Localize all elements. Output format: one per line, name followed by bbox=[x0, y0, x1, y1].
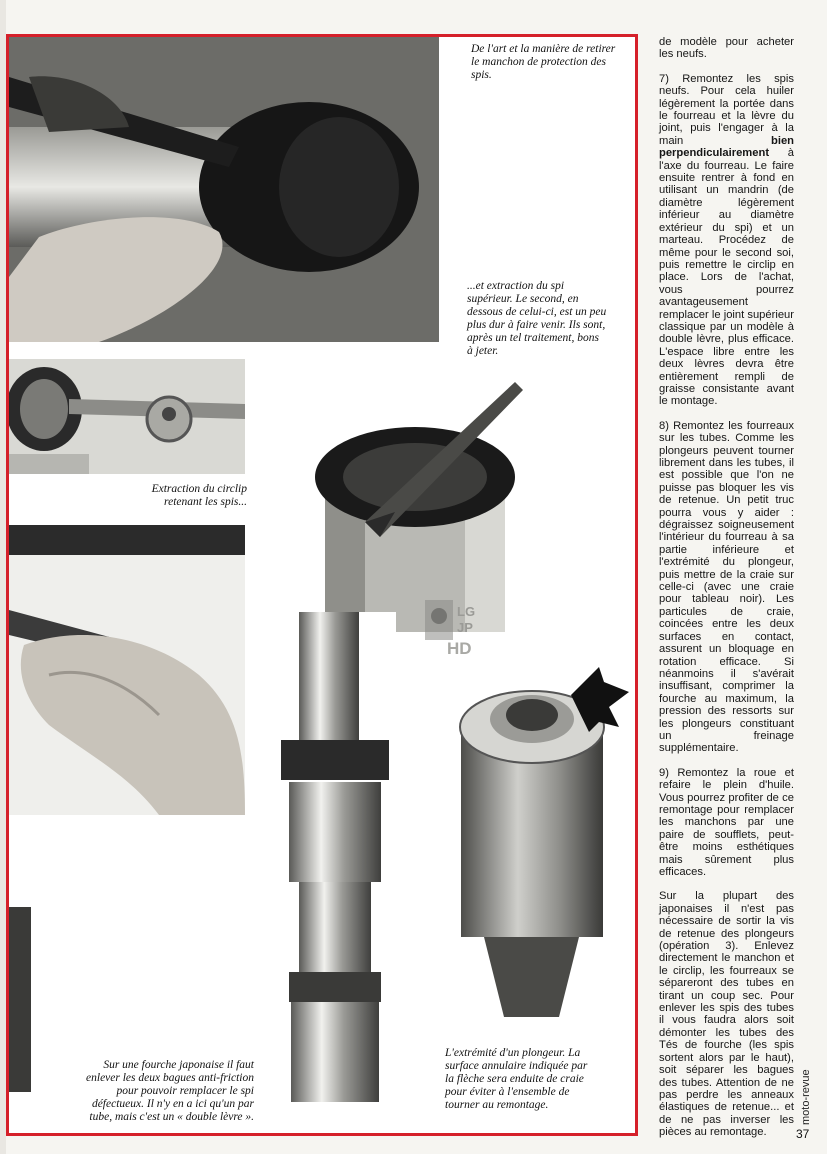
photo-sleeve-removal bbox=[9, 37, 439, 342]
paragraph-japanese-note: Sur la plupart des japonaises il n'est pas nécessaire de sortir la vis de retenue des plongeurs (opération 3). Enlevez directement le manchon et le circlip, les fourreaux se sépareront des tubes en tirant un coup sec. Pour enlever les spis des tubes il vous faudra alors soit démonter les tubes des Tés de fourche (les spis sortent alors par le haut), soit séparer les bagues des tubes. Attention de ne pas perdre les anneaux élastiques de retenue... et de ne pas inverser les pièces au remontage. bbox=[659, 890, 794, 1139]
watermark-logo bbox=[425, 600, 491, 658]
watermark-line-3: HD bbox=[447, 639, 472, 658]
article-column bbox=[659, 36, 794, 1139]
paragraph-step-8: 8) Remontez les fourreaux sur les tubes. Comme les plongeurs peuvent tourner librement dans les tubes, il est possible que l'on ne puisse pas bloquer les vis de retenue. Un petit truc pourra vous y aider : dégraissez soigneusement l'intérieur du fourreau à sa partie inférieure et l'extrémité du plongeur, puis mettre de la craie sur celle-ci (avec une craie pour tableau noir). Les particules de craie, coincées entre les deux surfaces en contact, assurent un bloquage en rotation efficace. Si néanmoins il s'avérait insuffisant, comprimer la fourche au maximum, la pression des ressorts sur les plongeurs constituant un freinage supplémentaire. bbox=[659, 419, 794, 755]
caption-circlip: Extraction du circlip retenant les spis... bbox=[151, 483, 247, 508]
photo-hand-tool bbox=[9, 525, 245, 815]
page-number: 37 bbox=[796, 1127, 810, 1141]
caption-plunger-end: L'extrémité d'un plongeur. La surface annulaire indiquée par la flèche sera enduite de craie pour éviter à l'ensemble de tourner au remontage. bbox=[445, 1047, 588, 1111]
paragraph-step-7: 7) Remontez les spis neufs. Pour cela huiler légèrement la portée dans le fourreau et la lèvre du joint, puis l'engager à la main bien perpendiculairement à l'axe du fourreau. Le faire ensuite rentrer à fond en utilisant un mandrin (de diamètre légèrement inférieur au diamètre extérieur du spi) et un marteau. Procédez de même pour le second soi, puis remettre le circlip en place. Lors de l'achat, vous pourrez avantageusement remplacer le joint supérieur classique par un modèle à double lèvre, plus efficace. L'espace libre entre les deux lèvres devra être entièrement rempli de graisse consistante avant le montage. bbox=[659, 72, 794, 408]
photo-circlip bbox=[9, 359, 245, 474]
caption-japanese-fork: Sur une fourche japonaise il faut enlever les deux bagues anti-friction pour pouvoir remplacer le spi défectueux. Il n'y en a ici qu'un par tube, mais c'est un « double lèvre ». bbox=[86, 1059, 254, 1123]
paragraph-step-9: 9) Remontez la roue et refaire le plein d'huile. Vous pourrez profiter de ce remontage pour remplacer les manchons par une paire de soufflets, peut-être moins esthétiques mais sûrement plus efficaces. bbox=[659, 766, 794, 878]
watermark-line-1: LG bbox=[457, 604, 476, 619]
watermark-line-2: JP bbox=[457, 620, 473, 635]
photo-edge-detail bbox=[9, 907, 31, 1092]
caption-sleeve-removal: De l'art et la manière de retirer le manchon de protection des spis. bbox=[471, 43, 616, 81]
paragraph-intro: de modèle pour acheter les neufs. bbox=[659, 36, 794, 61]
magazine-name: moto-revue bbox=[800, 1069, 812, 1125]
photo-spi-extraction bbox=[305, 362, 523, 632]
photo-fork-tube bbox=[271, 612, 396, 1112]
emphasis-perpendicular: bien perpendiculairement bbox=[659, 134, 794, 160]
photo-plunger-end bbox=[439, 637, 629, 1037]
photo-frame bbox=[6, 34, 638, 1136]
caption-spi-extraction: ...et extraction du spi supérieur. Le second, en dessous de celui-ci, est un peu plus dur à faire venir. Ils sont, après un tel traitement, bons à jeter. bbox=[467, 280, 607, 357]
